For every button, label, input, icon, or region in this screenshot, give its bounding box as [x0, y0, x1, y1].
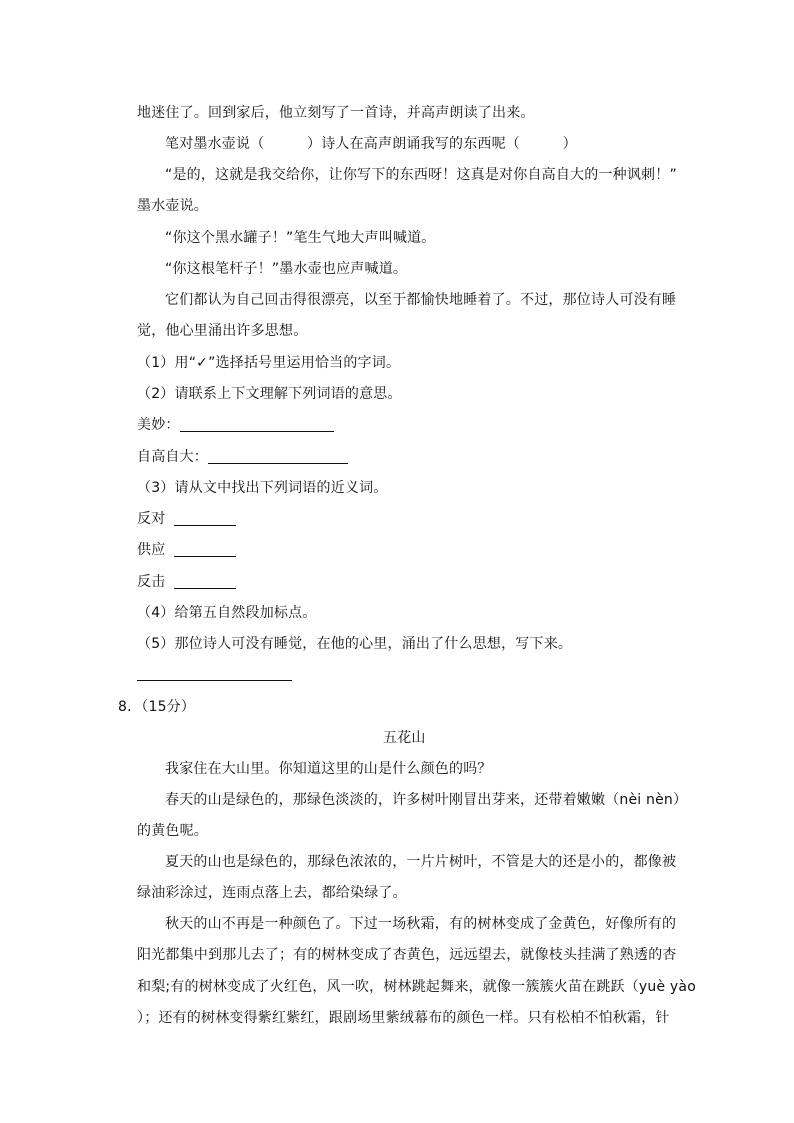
answer-blank[interactable]	[174, 525, 236, 526]
passage-line: 绿油彩涂过，连雨点落上去，都给染绿了。	[137, 885, 407, 901]
question-5: （5）那位诗人可没有睡觉，在他的心里，涌出了什么思想，写下来。	[137, 636, 573, 652]
passage-title: 五花山	[383, 730, 426, 746]
question-2-item-1-label: 美妙：	[137, 417, 180, 433]
question-8-header: 8．（15分）	[118, 699, 196, 715]
passage-line: “你这个黑水罐子！”笔生气地大声叫喊道。	[165, 230, 436, 246]
answer-blank[interactable]	[208, 463, 348, 464]
question-3-item-3-label: 反击	[137, 574, 166, 590]
passage-line: 和梨;有的树林变成了火红色，风一吹，树林跳起舞来，就像一簇簇火苗在跳跃（yuè yào	[137, 979, 696, 995]
answer-blank[interactable]	[174, 588, 236, 589]
question-3-item-2-label: 供应	[137, 542, 166, 558]
passage-line: 觉，他心里涌出许多思想。	[137, 323, 308, 339]
passage-line: 夏天的山也是绿色的，那绿色浓浓的，一片片树叶，不管是大的还是小的，都像被	[165, 854, 677, 870]
passage-line: 的黄色呢。	[137, 823, 208, 839]
passage-line: 秋天的山不再是一种颜色了。下过一场秋霜，有的树林变成了金黄色，好像所有的	[165, 916, 677, 932]
passage-line: 我家住在大山里。你知道这里的山是什么颜色的吗？	[165, 761, 492, 777]
question-3-item-1-label: 反对	[137, 511, 166, 527]
question-3: （3）请从文中找出下列词语的近义词。	[137, 480, 388, 496]
question-2: （2）请联系上下文理解下列词语的意思。	[137, 386, 402, 402]
passage-line: 墨水壶说。	[137, 198, 208, 214]
passage-line: 它们都认为自己回击得很漂亮，以至于都愉快地睡着了。不过，那位诗人可没有睡	[165, 292, 677, 308]
passage-line: 地迷住了。回到家后，他立刻写了一首诗，并高声朗读了出来。	[137, 105, 535, 121]
passage-line: 笔对墨水壶说（ ）诗人在高声朗诵我写的东西呢（ ）	[165, 136, 577, 152]
answer-blank[interactable]	[180, 431, 334, 432]
passage-line: ）；还有的树林变得紫红紫红，跟剧场里紫绒幕布的颜色一样。只有松柏不怕秋霜，针	[137, 1010, 670, 1026]
passage-line: 春天的山是绿色的，那绿色淡淡的，许多树叶刚冒出芽来，还带着嫩嫩（nèi nèn）	[165, 792, 688, 808]
question-1: （1）用“✓”选择括号里运用恰当的字词。	[137, 355, 401, 371]
answer-blank[interactable]	[137, 680, 292, 681]
passage-line: 阳光都集中到那儿去了；有的树林变成了杏黄色，远远望去，就像枝头挂满了熟透的杏	[137, 947, 677, 963]
question-4: （4）给第五自然段加标点。	[137, 605, 317, 621]
passage-line: “是的，这就是我交给你，让你写下的东西呀！这真是对你自高自大的一种讽刺！”	[165, 167, 677, 183]
answer-blank[interactable]	[174, 556, 236, 557]
question-2-item-2-label: 自高自大：	[137, 449, 208, 465]
passage-line: “你这根笔杆子！”墨水壶也应声喊道。	[165, 261, 408, 277]
